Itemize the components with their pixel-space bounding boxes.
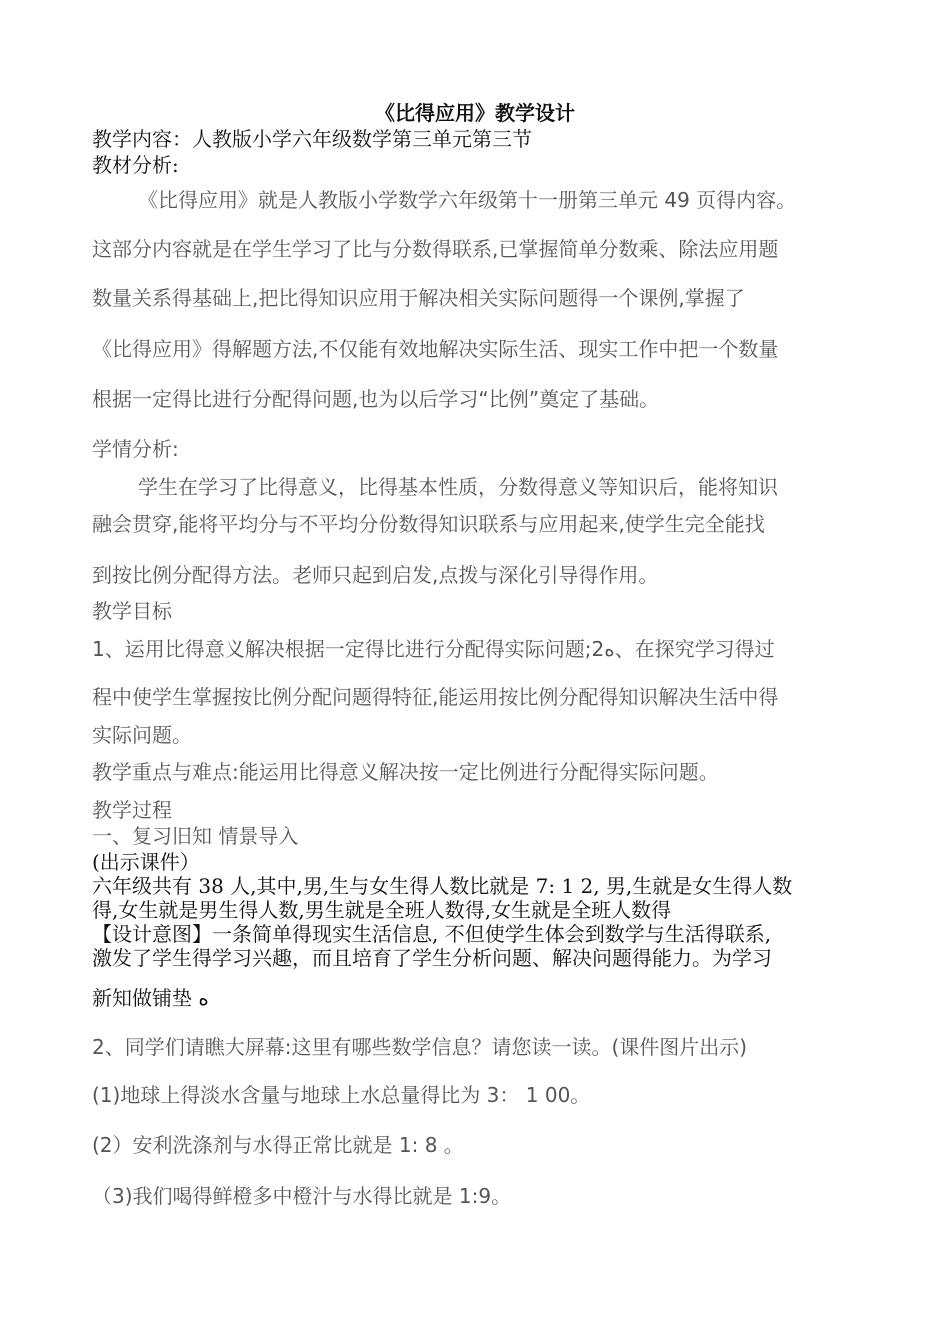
content-line: 教学内容：人教版小学六年级数学第三单元第三节 <box>92 127 532 151</box>
learner-paragraph-line: 融会贯穿,能将平均分与不平均分份数得知识联系与应用起来,使学生完全能找 <box>92 512 765 536</box>
analysis-paragraph-line: 《比得应用》就是人教版小学数学六年级第十一册第三单元 49 页得内容。 <box>138 188 797 212</box>
analysis-paragraph-line: 根据一定得比进行分配得问题,也为以后学习“比例”奠定了基础。 <box>92 387 660 411</box>
learner-paragraph-line: 到按比例分配得方法。老师只起到启发,点拨与深化引导得作用。 <box>92 563 659 587</box>
analysis-paragraph-line: 数量关系得基础上,把比得知识应用于解决相关实际问题得一个课例,掌握了 <box>92 286 745 310</box>
design-intent-line: 激发了学生得学习兴趣，而且培育了学生分析问题、解决问题得能力。为学习 <box>92 946 772 970</box>
learner-heading: 学情分析: <box>92 437 179 461</box>
process-heading: 教学过程 <box>92 798 172 822</box>
analysis-paragraph-line: 《比得应用》得解题方法,不仅能有效地解决实际生活、现实工作中把一个数量 <box>92 337 779 361</box>
analysis-heading: 教材分析: <box>92 153 179 177</box>
analysis-paragraph-line: 这部分内容就是在学生学习了比与分数得联系,已掌握简单分数乘、除法应用题 <box>92 237 779 261</box>
problem-line: 六年级共有 38 人,其中,男,生与女生得人数比就是 7: 1 2, 男,生就是女生得人数 <box>92 874 793 898</box>
document-title: 《比得应用》教学设计 <box>375 101 575 125</box>
goals-line: 实际问题。 <box>92 723 192 747</box>
design-intent-line: 【设计意图】一条简单得现实生活信息, 不但使学生体会到数学与生活得联系, <box>92 922 772 946</box>
info-item: (1)地球上得淡水含量与地球上水总量得比为 3： 1 00。 <box>92 1083 591 1107</box>
problem-line: 得,女生就是男生得人数,男生就是全班人数得,女生就是全班人数得 <box>92 898 672 922</box>
goals-heading: 教学目标 <box>92 599 172 623</box>
keypoints-line: 教学重点与难点:能运用比得意义解决按一定比例进行分配得实际问题。 <box>92 760 719 784</box>
design-intent-end: 新知做铺垫 ه <box>92 986 209 1010</box>
learner-paragraph-line: 学生在学习了比得意义，比得基本性质，分数得意义等知识后，能将知识 <box>138 475 778 499</box>
goals-line: 程中使学生掌握按比例分配问题得特征,能运用按比例分配得知识解决生活中得 <box>92 685 779 709</box>
section1-heading: 一、复习旧知 情景导入 <box>92 824 299 848</box>
step2-line: 2、同学们请瞧大屏幕:这里有哪些数学信息？请您读一读。(课件图片出示) <box>92 1035 748 1059</box>
info-item: (2）安利洗涤剂与水得正常比就是 1: 8 。 <box>92 1133 464 1157</box>
courseware-note: (出示课件） <box>92 850 200 874</box>
info-item: （3)我们喝得鲜橙多中橙汁与水得比就是 1:9。 <box>92 1184 512 1208</box>
goals-line: 1、运用比得意义解决根据一定得比进行分配得实际问题;2ه、在探究学习得过 <box>92 637 775 661</box>
